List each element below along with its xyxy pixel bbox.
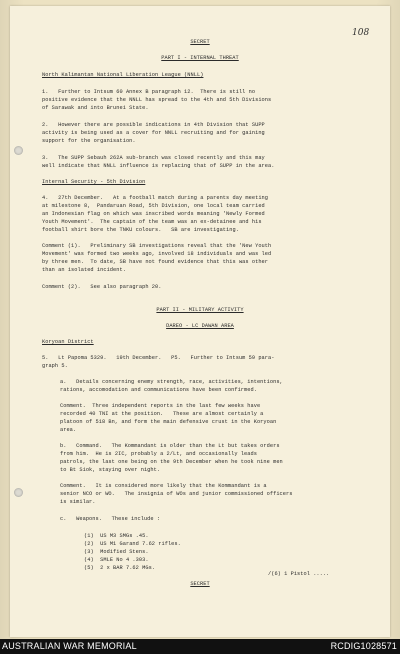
weapon-item: (4) SMLE No 4 .303.: [84, 557, 149, 563]
footer-record-id: RCDIG1028571: [330, 641, 397, 651]
para2-line: support for the organisation.: [42, 138, 136, 144]
handwritten-page-number: 108: [352, 28, 370, 38]
para5b-comment-line: Comment. It is considered more likely that the Kommandant is a: [60, 483, 267, 489]
para4-line: 4. 27th December. At a football match during a parents day meeting: [42, 195, 269, 201]
para5c-weapons-label: c. Weapons. These include :: [60, 516, 161, 522]
para5a-comment-line: recorded 40 TNI at the position. These are almost certainly a: [60, 411, 264, 417]
para5a-comment-line: platoon of 518 Bn, and form the main defensive crust in the Koryoan: [60, 419, 277, 425]
part1-title: PART I - INTERNAL THREAT: [161, 55, 239, 61]
weapon-item: (1) US M3 SMGs .45.: [84, 533, 149, 539]
para3-line: well indicate that NNLL influence is replacing that of SUPP in the area.: [42, 163, 275, 169]
para5-line: graph 5.: [42, 363, 68, 369]
para1-line: positive evidence that the NNLL has spread to the 4th and 5th Divisions: [42, 97, 272, 103]
para5a-comment-line: Comment. Three independent reports in the last few weeks have: [60, 403, 261, 409]
para3-line: 3. The SUPP Sebauh 262A sub-branch was closed recently and this may: [42, 155, 265, 161]
internal-security-heading: Internal Security - 5th Division: [42, 179, 146, 185]
para5-line: 5. Lt Papoma 5329. 19th December. P5. Further to Intsum 59 para-: [42, 355, 275, 361]
para2-line: 2. However there are possible indications in 4th Division that SUPP: [42, 122, 265, 128]
district-heading: Koryoan District: [42, 339, 94, 345]
para5b-comment-line: senior NCO or WO. The insignia of WOs and junior commissioned officers: [60, 491, 293, 497]
footer-bar: [0, 639, 400, 654]
continuation-note: /(6) 1 Pistol .....: [268, 571, 330, 577]
para5b-line: from him. He is 2IC, probably a 2/Lt, and occasionally leads: [60, 451, 257, 457]
footer-institution: AUSTRALIAN WAR MEMORIAL: [2, 641, 137, 651]
punch-hole: [14, 146, 23, 155]
punch-hole: [14, 488, 23, 497]
para4-line: an Indonesian flag on which was inscribed words meaning 'Newly Formed: [42, 211, 265, 217]
part2-subtitle: DAREO - LC DAWAN AREA: [166, 323, 234, 329]
comment1-line: Comment (1). Preliminary SB investigations reveal that the 'New Youth: [42, 243, 272, 249]
para1-line: 1. Further to Intsum 60 Annex B paragraph 12. There is still no: [42, 89, 256, 95]
comment1-line: Movement' was formed two weeks ago, involved 18 individuals and was led: [42, 251, 272, 257]
para5b-line: to Bt Siok, staying over night.: [60, 467, 161, 473]
weapon-item: (5) 2 x BAR 7.62 MGs.: [84, 565, 156, 571]
para4-line: football shirt bore the TNKU colours. SB are investigating.: [42, 227, 239, 233]
para5a-line: a. Details concerning enemy strength, race, activities, intentions,: [60, 379, 283, 385]
para5b-comment-line: is similar.: [60, 499, 96, 505]
classification-top: SECRET: [190, 39, 210, 45]
comment1-line: than an isolated incident.: [42, 267, 126, 273]
comment2: Comment (2). See also paragraph 20.: [42, 284, 162, 290]
para4-line: at milestone 8, Pandaruan Road, 5th Division, one local team carried: [42, 203, 265, 209]
para4-line: Youth Movement'. The captain of the team was an ex-detainee and his: [42, 219, 262, 225]
para5b-line: b. Command. The Kommandant is older than the Lt but takes orders: [60, 443, 280, 449]
para5a-comment-line: area.: [60, 427, 77, 433]
weapon-item: (2) US M1 Garand 7.62 rifles.: [84, 541, 181, 547]
weapon-item: (3) Modified Stens.: [84, 549, 149, 555]
para1-line: of Sarawak and into Brunei State.: [42, 105, 149, 111]
classification-bottom: SECRET: [190, 581, 210, 587]
para5b-line: patrols, the last one being on the 9th December when he took nine men: [60, 459, 283, 465]
para5a-line: rations, accomodation and communications have been confirmed.: [60, 387, 257, 393]
comment1-line: by three men. To date, SB have not found evidence that this was other: [42, 259, 269, 265]
part2-title: PART II - MILITARY ACTIVITY: [156, 307, 244, 313]
para2-line: activity is being used as a cover for NNLL recruiting and for gaining: [42, 130, 265, 136]
nnll-heading: North Kalimantan National Liberation League (NNLL): [42, 72, 204, 78]
